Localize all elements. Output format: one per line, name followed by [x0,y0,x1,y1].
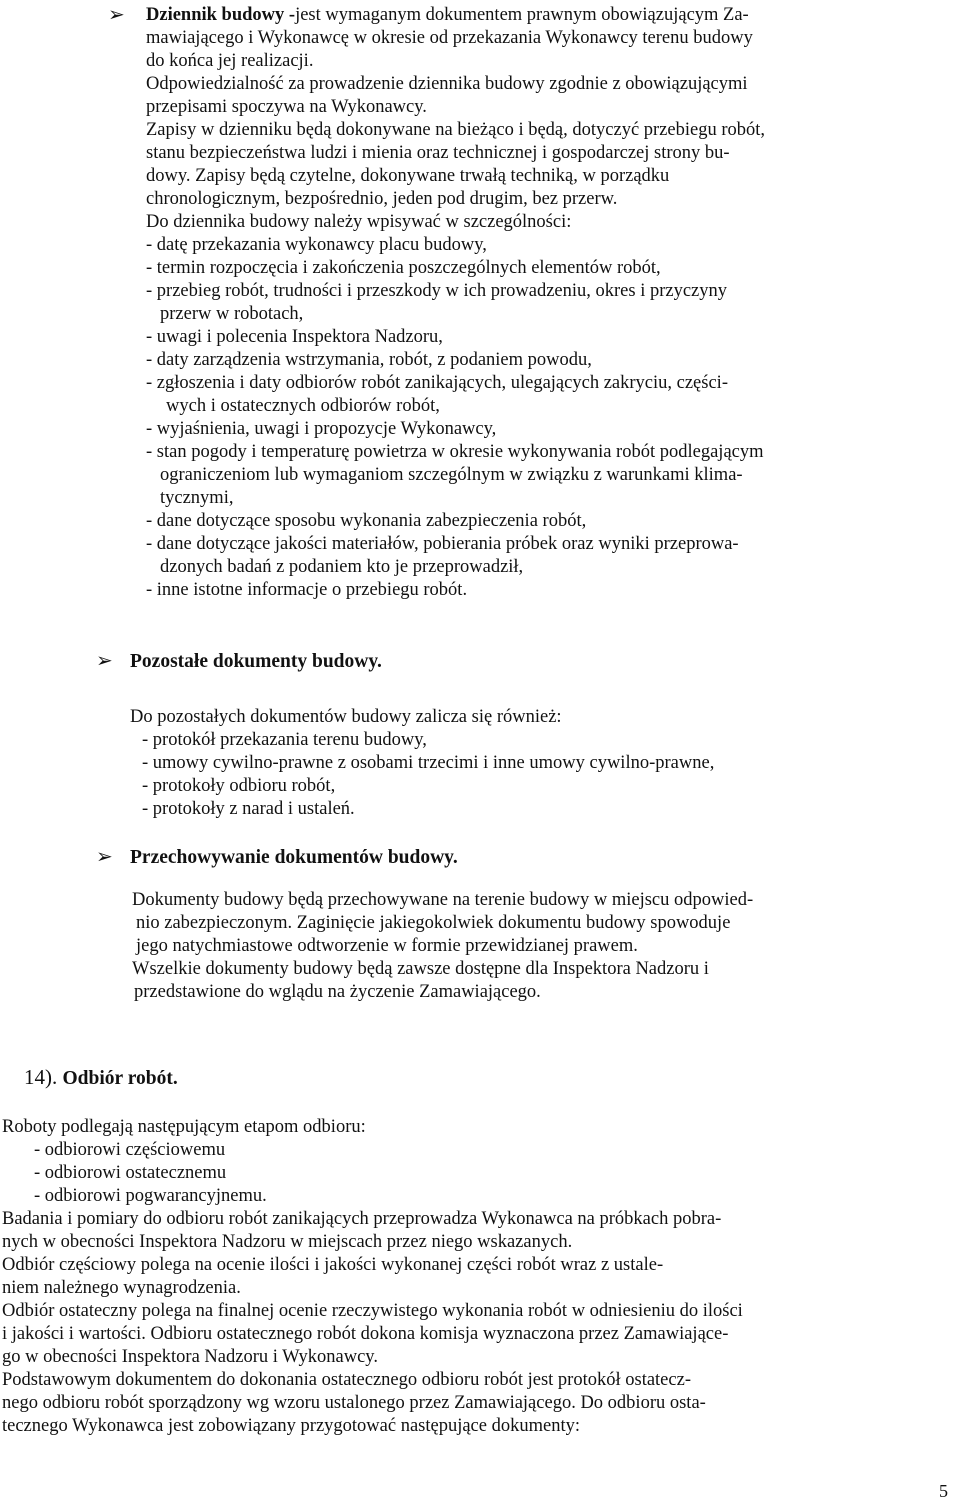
other-docs-item: - umowy cywilno-prawne z osobami trzecimi i inne umowy cywilno-prawne, [142,753,715,773]
diary-line: mawiającego i Wykonawcę w okresie od przekazania Wykonawcy terenu budowy [146,28,753,48]
diary-list-item: - datę przekazania wykonawcy placu budowy, [146,235,487,255]
diary-list-item-cont: dzonych badań z podaniem kto je przeprowadził, [160,557,524,577]
s14-line: i jakości i wartości. Odbioru ostatecznego robót dokona komisja wyznaczona przez Zamawiające- [2,1324,729,1344]
s14-line: Podstawowym dokumentem do dokonania ostatecznego odbioru robót jest protokół ostatecz- [2,1370,691,1390]
diary-list-item: - dane dotyczące jakości materiałów, pobierania próbek oraz wyniki przeprowa- [146,534,739,554]
bullet-arrow-icon: ➢ [96,648,113,672]
storage-body [132,889,753,1004]
other-docs-heading: Pozostałe dokumenty budowy. [130,651,382,672]
storage-heading: Przechowywanie dokumentów budowy. [130,847,458,868]
s14-list-item: - odbiorowi częściowemu [34,1140,226,1160]
diary-line: stanu bezpieczeństwa ludzi i mienia oraz technicznej i gospodarczej strony bu- [146,143,730,163]
storage-line: Dokumenty budowy będą przechowywane na terenie budowy w miejscu odpowied- [132,890,754,910]
storage-line: jego natychmiastowe odtworzenie w formie przewidzianej prawem. [136,936,638,956]
diary-list-item: - inne istotne informacje o przebiegu robót. [146,580,468,600]
page-number: 5 [939,1481,948,1501]
diary-section [146,4,946,602]
diary-line: chronologicznym, bezpośrednio, jeden pod drugim, bez przerw. [146,189,618,209]
s14-list-item: - odbiorowi pogwarancyjnemu. [34,1186,267,1206]
section-14-body [2,1116,958,1438]
s14-list-item: - odbiorowi ostatecznemu [34,1163,227,1183]
diary-list-item: - stan pogody i temperaturę powietrza w okresie wykonywania robót podlegającym [146,442,764,462]
diary-list-item: - uwagi i polecenia Inspektora Nadzoru, [146,327,443,347]
storage-line: przedstawione do wglądu na życzenie Zamawiającego. [134,982,541,1002]
diary-list-item-cont: ograniczeniom lub wymaganiom szczególnym w związku z warunkami klima- [160,465,743,485]
diary-list-item: - daty zarządzenia wstrzymania, robót, z podaniem powodu, [146,350,592,370]
diary-list-item-cont: wych i ostatecznych odbiorów robót, [166,396,440,416]
s14-line: go w obecności Inspektora Nadzoru i Wykonawcy. [2,1347,378,1367]
other-docs-item: - protokoły z narad i ustaleń. [142,799,355,819]
storage-line: Wszelkie dokumenty budowy będą zawsze dostępne dla Inspektora Nadzoru i [132,959,709,979]
diary-title: Dziennik budowy - [146,5,296,25]
diary-line: Odpowiedzialność za prowadzenie dziennika budowy zgodnie z obowiązującymi [146,74,748,94]
diary-title-rest: jest wymaganym dokumentem prawnym obowiązującym Za- [295,5,749,25]
other-docs-item: - protokół przekazania terenu budowy, [142,730,427,750]
s14-line: Roboty podlegają następującym etapom odbioru: [2,1117,366,1137]
section-14-heading [24,1064,178,1092]
diary-list-item: - przebieg robót, trudności i przeszkody w ich prowadzeniu, okres i przyczyny [146,281,728,301]
s14-line: Odbiór ostateczny polega na finalnej ocenie rzeczywistego wykonania robót w odniesieniu do ilości [2,1301,743,1321]
diary-list-item: - termin rozpoczęcia i zakończenia poszczególnych elementów robót, [146,258,661,278]
diary-line: dowy. Zapisy będą czytelne, dokonywane trwałą techniką, w porządku [146,166,670,186]
diary-line: przepisami spoczywa na Wykonawcy. [146,97,427,117]
diary-list-item-cont: przerw w robotach, [160,304,304,324]
bullet-arrow-icon: ➢ [96,844,113,868]
section-number: 14). [24,1065,58,1089]
s14-line: Odbiór częściowy polega na ocenie ilości i jakości wykonanej części robót wraz z ustale- [2,1255,664,1275]
diary-list-item: - wyjaśnienia, uwagi i propozycje Wykonawcy, [146,419,497,439]
other-docs-item: - protokoły odbioru robót, [142,776,336,796]
diary-title-line [146,4,946,27]
other-docs-intro: Do pozostałych dokumentów budowy zalicza się również: [130,707,562,727]
diary-list-item: - zgłoszenia i daty odbiorów robót zanikających, ulegających zakryciu, części- [146,373,728,393]
other-docs-body [130,706,714,821]
diary-list-item-cont: tycznymi, [160,488,234,508]
diary-line: Zapisy w dzienniku będą dokonywane na bieżąco i będą, dotyczyć przebiegu robót, [146,120,766,140]
s14-line: niem należnego wynagrodzenia. [2,1278,241,1298]
section-title: Odbiór robót. [62,1068,178,1089]
diary-line: Do dziennika budowy należy wpisywać w szczególności: [146,212,572,232]
diary-line: do końca jej realizacji. [146,51,314,71]
diary-list-item: - dane dotyczące sposobu wykonania zabezpieczenia robót, [146,511,587,531]
s14-line: nego odbioru robót sporządzony wg wzoru ustalonego przez Zamawiającego. Do odbioru osta- [2,1393,706,1413]
s14-line: tecznego Wykonawca jest zobowiązany przygotować następujące dokumenty: [2,1416,580,1436]
s14-line: Badania i pomiary do odbioru robót zanikających przeprowadza Wykonawca na próbkach pobra- [2,1209,722,1229]
storage-line: nio zabezpieczonym. Zaginięcie jakiegokolwiek dokumentu budowy spowoduje [136,913,731,933]
s14-line: nych w obecności Inspektora Nadzoru w miejscach przez niego wskazanych. [2,1232,573,1252]
bullet-arrow-icon: ➢ [108,2,125,26]
